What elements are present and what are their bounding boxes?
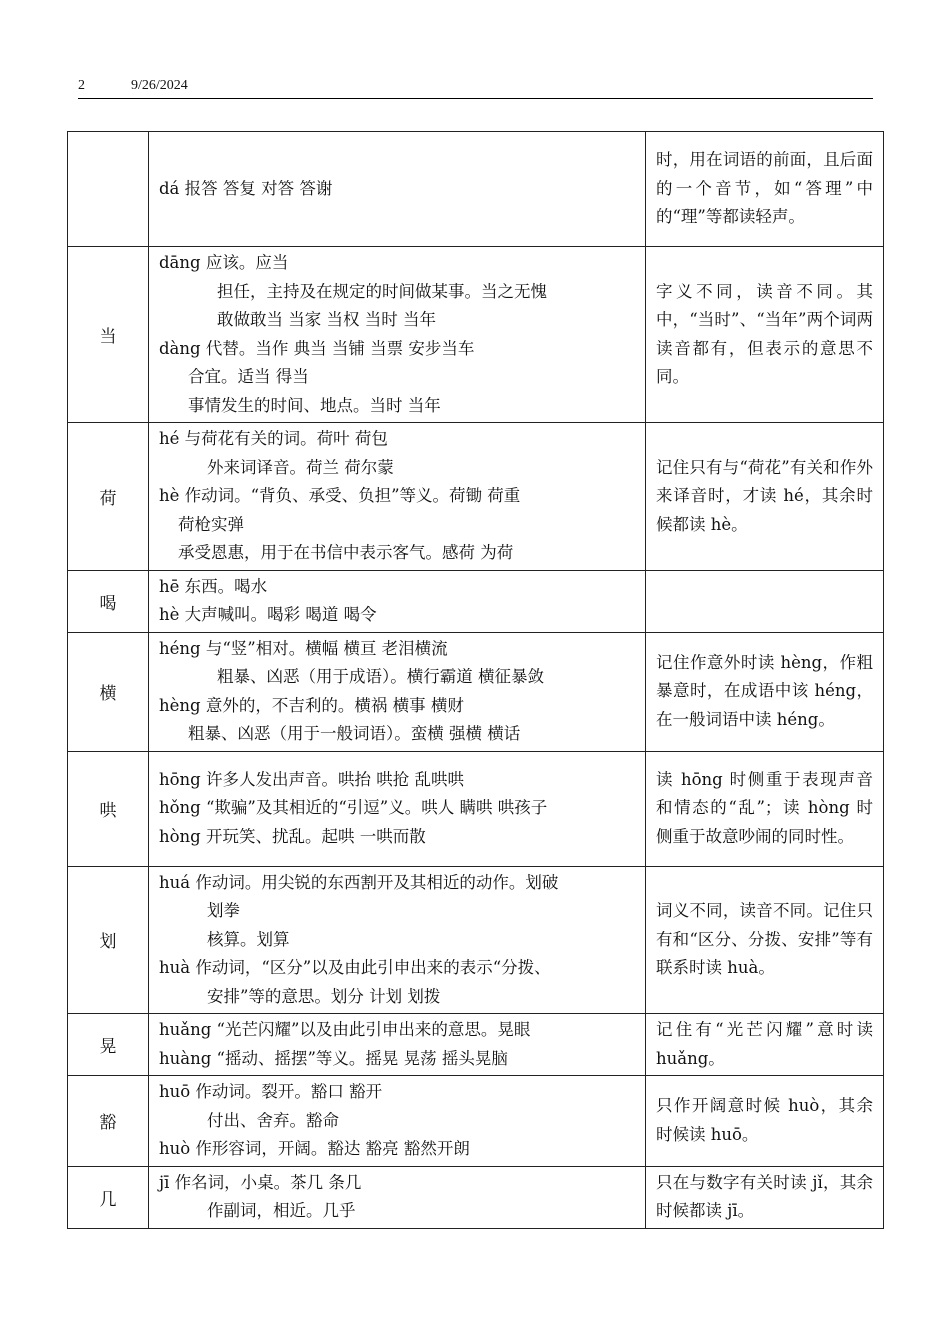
char-cell xyxy=(68,132,149,247)
table-row xyxy=(68,1076,884,1167)
table-row xyxy=(68,247,884,423)
table-row xyxy=(68,570,884,632)
note-cell: 记住有“光芒闪耀”意时读 huǎng。 xyxy=(646,1014,884,1076)
readings-cell xyxy=(149,866,646,1014)
reading-line: dàng 代替。当作 典当 当铺 当票 安步当车 xyxy=(159,338,475,358)
table-row xyxy=(68,632,884,751)
reading-line: 粗暴、凶恶（用于成语）。横行霸道 横征暴敛 xyxy=(217,667,544,686)
table-row xyxy=(68,423,884,571)
note-cell: 只在与数字有关时读 jǐ，其余时候都读 jī。 xyxy=(646,1166,884,1228)
table-row xyxy=(68,751,884,866)
page-number: 2 xyxy=(78,78,85,93)
reading-line: hǒng “欺骗”及其相近的“引逗”义。哄人 瞒哄 哄孩子 xyxy=(159,798,548,818)
char-cell: 当 xyxy=(68,247,149,423)
reading-line: 事情发生的时间、地点。当时 当年 xyxy=(188,395,441,415)
pronunciation-table xyxy=(67,131,884,1229)
reading-line: huá 作动词。用尖锐的东西割开及其相近的动作。划破 xyxy=(159,872,559,892)
char-cell: 划 xyxy=(68,866,149,1014)
note-cell: 读 hōng 时侧重于表现声音和情态的“乱”；读 hòng 时侧重于故意吵闹的同时性。 xyxy=(646,751,884,866)
note-cell: 时，用在词语的前面，且后面的一个音节，如“答理”中的“理”等都读轻声。 xyxy=(646,132,884,247)
reading-line: hòng 开玩笑、扰乱。起哄 一哄而散 xyxy=(159,826,426,846)
note-cell: 只作开阔意时候 huò，其余时候读 huō。 xyxy=(646,1076,884,1167)
readings-cell xyxy=(149,570,646,632)
readings-cell xyxy=(149,632,646,751)
char-cell: 荷 xyxy=(68,423,149,571)
char-cell: 哄 xyxy=(68,751,149,866)
readings-cell xyxy=(149,132,646,247)
readings-cell xyxy=(149,751,646,866)
readings-cell xyxy=(149,247,646,423)
readings-cell xyxy=(149,1076,646,1167)
reading-line: 安排”等的意思。划分 计划 划拨 xyxy=(207,986,441,1006)
char-cell: 晃 xyxy=(68,1014,149,1076)
readings-cell xyxy=(149,1166,646,1228)
table-row xyxy=(68,1166,884,1228)
reading-line: 合宜。适当 得当 xyxy=(188,367,309,386)
reading-line: 粗暴、凶恶（用于一般词语）。蛮横 强横 横话 xyxy=(188,724,521,743)
char-cell: 喝 xyxy=(68,570,149,632)
reading-line: hōng 许多人发出声音。哄抬 哄抢 乱哄哄 xyxy=(159,769,464,789)
reading-line: huàng “摇动、摇摆”等义。摇晃 晃荡 摇头晃脑 xyxy=(159,1048,508,1068)
note-cell: 词义不同，读音不同。记住只有和“区分、分拨、安排”等有联系时读 huà。 xyxy=(646,866,884,1014)
reading-line: hè 作动词。“背负、承受、负担”等义。荷锄 荷重 xyxy=(159,486,521,505)
reading-line: hèng 意外的，不吉利的。横祸 横事 横财 xyxy=(159,695,464,715)
readings-cell xyxy=(149,1014,646,1076)
reading-line: 核算。划算 xyxy=(207,929,290,949)
header-date: 9/26/2024 xyxy=(131,78,188,93)
note-cell: 字义不同，读音不同。其中，“当时”、“当年”两个词两读音都有，但表示的意思不同。 xyxy=(646,247,884,423)
reading-line: huǎng “光芒闪耀”以及由此引申出来的意思。晃眼 xyxy=(159,1020,531,1039)
reading-line: hè 大声喊叫。喝彩 喝道 喝令 xyxy=(159,605,377,624)
note-cell: 记住只有与“荷花”有关和作外来译音时，才读 hé，其余时候都读 hè。 xyxy=(646,423,884,571)
reading-line: 划拳 xyxy=(207,901,240,920)
page-header xyxy=(78,78,873,99)
table-row xyxy=(68,866,884,1014)
reading-line: huò 作形容词，开阔。豁达 豁亮 豁然开朗 xyxy=(159,1139,470,1158)
char-cell: 豁 xyxy=(68,1076,149,1167)
reading-line: huō 作动词。裂开。豁口 豁开 xyxy=(159,1082,383,1101)
reading-line: huà 作动词，“区分”以及由此引申出来的表示“分拨、 xyxy=(159,958,551,977)
note-cell: 记住作意外时读 hèng，作粗暴意时，在成语中该 héng，在一般词语中读 héng。 xyxy=(646,632,884,751)
reading-line: 承受恩惠，用于在书信中表示客气。感荷 为荷 xyxy=(178,543,514,562)
reading-line: hē 东西。喝水 xyxy=(159,576,268,596)
note-cell xyxy=(646,570,884,632)
reading-line: 担任，主持及在规定的时间做某事。当之无愧 xyxy=(217,281,547,301)
table-row xyxy=(68,132,884,247)
reading-line: 作副词，相近。几乎 xyxy=(207,1201,356,1220)
char-cell: 横 xyxy=(68,632,149,751)
readings-cell xyxy=(149,423,646,571)
reading-line: hé 与荷花有关的词。荷叶 荷包 xyxy=(159,429,388,448)
reading-line: héng 与“竖”相对。横幅 横亘 老泪横流 xyxy=(159,638,448,658)
reading-line: 外来词译音。荷兰 荷尔蒙 xyxy=(207,457,394,477)
table-row xyxy=(68,1014,884,1076)
reading-line: 付出、舍弃。豁命 xyxy=(207,1110,339,1130)
reading-line: 荷枪实弹 xyxy=(178,514,244,534)
reading-line: dāng 应该。应当 xyxy=(159,253,289,272)
char-cell: 几 xyxy=(68,1166,149,1228)
reading-line: dá 报答 答复 对答 答谢 xyxy=(159,178,333,198)
reading-line: jī 作名词，小桌。茶几 条几 xyxy=(159,1172,362,1192)
reading-line: 敢做敢当 当家 当权 当时 当年 xyxy=(217,310,436,329)
